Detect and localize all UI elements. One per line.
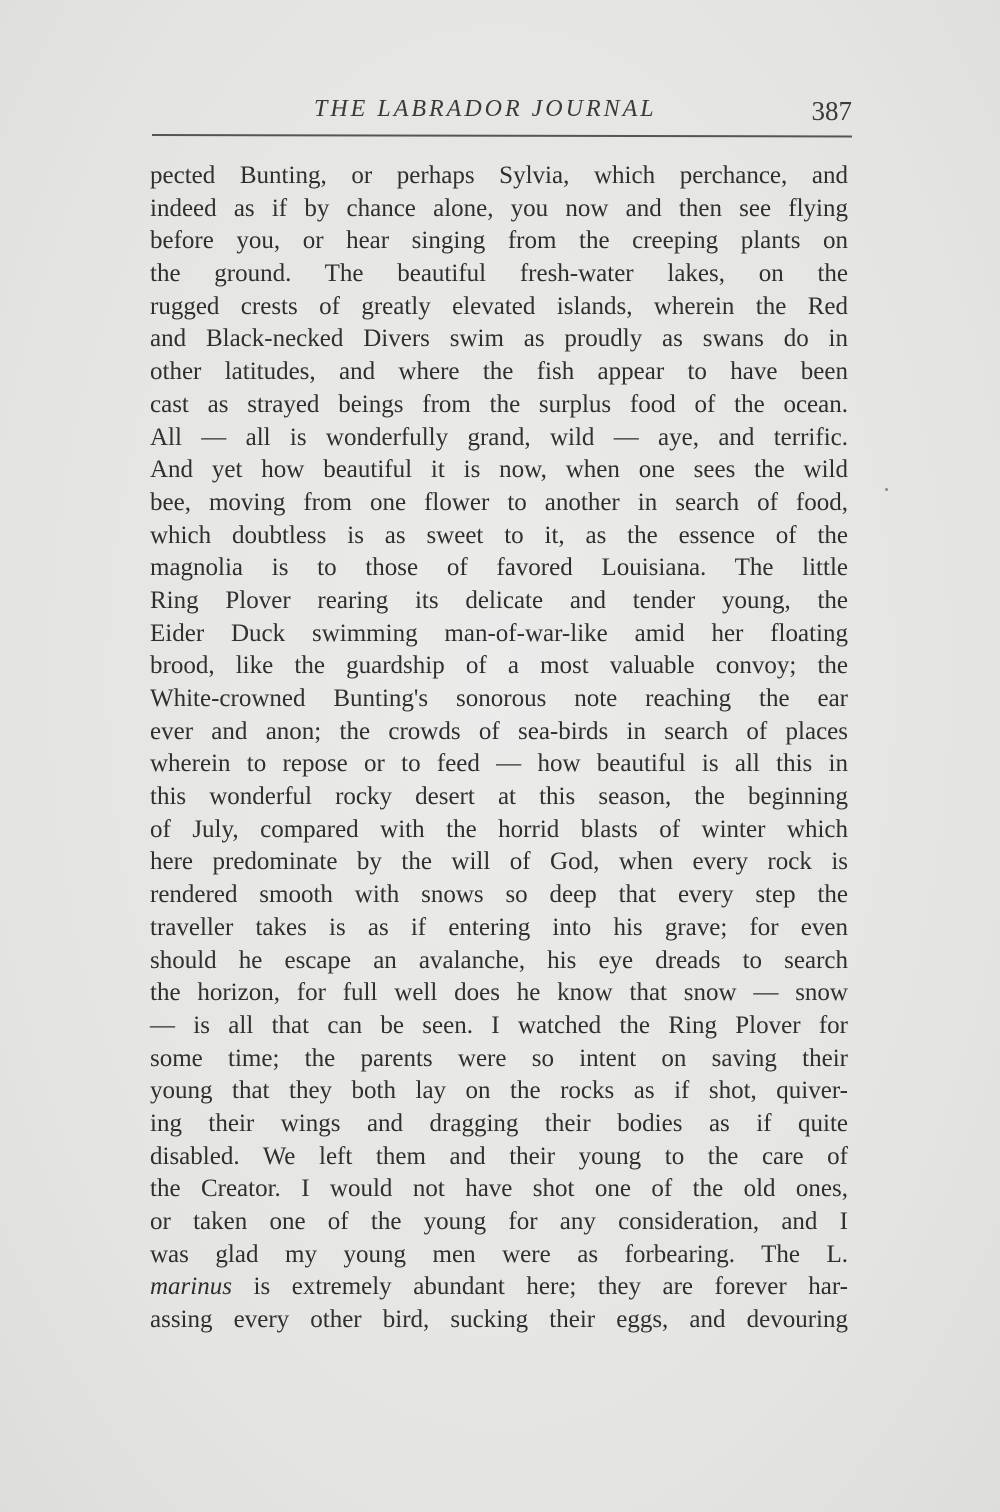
text-line: magnolia is to those of favored Louisiana. The little <box>150 554 848 582</box>
text-line: — is all that can be seen. I watched the Ring Plover for <box>150 1011 848 1039</box>
text-line-italic <box>150 1271 848 1304</box>
text-line: other latitudes, and where the fish appear to have been <box>150 358 848 386</box>
text-line: And yet how beautiful it is now, when one sees the wild <box>150 456 848 484</box>
text-line: White-crowned Bunting's sonorous note reaching the ear <box>150 685 848 712</box>
text-line: ing their wings and dragging their bodies as if quite <box>150 1109 848 1137</box>
text-line: Ring Plover rearing its delicate and tender young, the <box>150 586 848 614</box>
text-line: which doubtless is as sweet to it, as the essence of the <box>150 521 848 549</box>
page-header <box>152 96 852 136</box>
text-line-rest: is extremely abundant here; they are forever har- <box>231 1273 848 1301</box>
text-line: or taken one of the young for any consideration, and I <box>150 1208 848 1235</box>
text-line: of July, compared with the horrid blasts of winter which <box>150 815 848 843</box>
paper-speck <box>885 488 888 491</box>
text-line: the ground. The beautiful fresh-water lakes, on the <box>150 260 848 288</box>
text-line: the Creator. I would not have shot one of the old ones, <box>150 1175 848 1203</box>
text-line: this wonderful rocky desert at this season, the beginning <box>150 783 848 811</box>
text-line: here predominate by the will of God, when every rock is <box>150 848 848 876</box>
text-line: ever and anon; the crowds of sea-birds in search of places <box>150 717 848 745</box>
text-line: rugged crests of greatly elevated islands, wherein the Red <box>150 292 848 320</box>
text-line: young that they both lay on the rocks as if shot, quiver- <box>150 1077 848 1105</box>
text-line: traveller takes is as if entering into his grave; for even <box>150 913 848 941</box>
species-name: marinus <box>150 1273 232 1301</box>
text-line: disabled. We left them and their young to the care of <box>150 1142 848 1170</box>
text-line: indeed as if by chance alone, you now and then see flying <box>150 194 848 222</box>
header-rule <box>152 134 852 137</box>
text-line-final: assing every other bird, sucking their eggs, and devouring <box>150 1306 848 1334</box>
text-line: before you, or hear singing from the creeping plants on <box>150 227 848 255</box>
body-text <box>150 160 848 1337</box>
text-line: Eider Duck swimming man-of-war-like amid her floating <box>150 619 848 647</box>
text-line: some time; the parents were so intent on saving their <box>150 1044 848 1072</box>
text-line: was glad my young men were as forbearing. The L. <box>150 1240 848 1268</box>
text-line: bee, moving from one flower to another in search of food, <box>150 488 848 516</box>
running-title: THE LABRADOR JOURNAL <box>314 96 657 122</box>
text-line: All — all is wonderfully grand, wild — aye, and terrific. <box>150 423 848 451</box>
text-line: and Black-necked Divers swim as proudly as swans do in <box>150 325 848 353</box>
text-line: brood, like the guardship of a most valuable convoy; the <box>150 652 848 680</box>
text-line: wherein to repose or to feed — how beautiful is all this in <box>150 750 848 778</box>
text-line: the horizon, for full well does he know that snow — snow <box>150 979 848 1007</box>
text-line: should he escape an avalanche, his eye dreads to search <box>150 946 848 974</box>
text-line: cast as strayed beings from the surplus food of the ocean. <box>150 390 848 418</box>
page-number: 387 <box>811 96 852 126</box>
text-line: pected Bunting, or perhaps Sylvia, which perchance, and <box>150 162 848 189</box>
text-line: rendered smooth with snows so deep that every step the <box>150 881 848 909</box>
